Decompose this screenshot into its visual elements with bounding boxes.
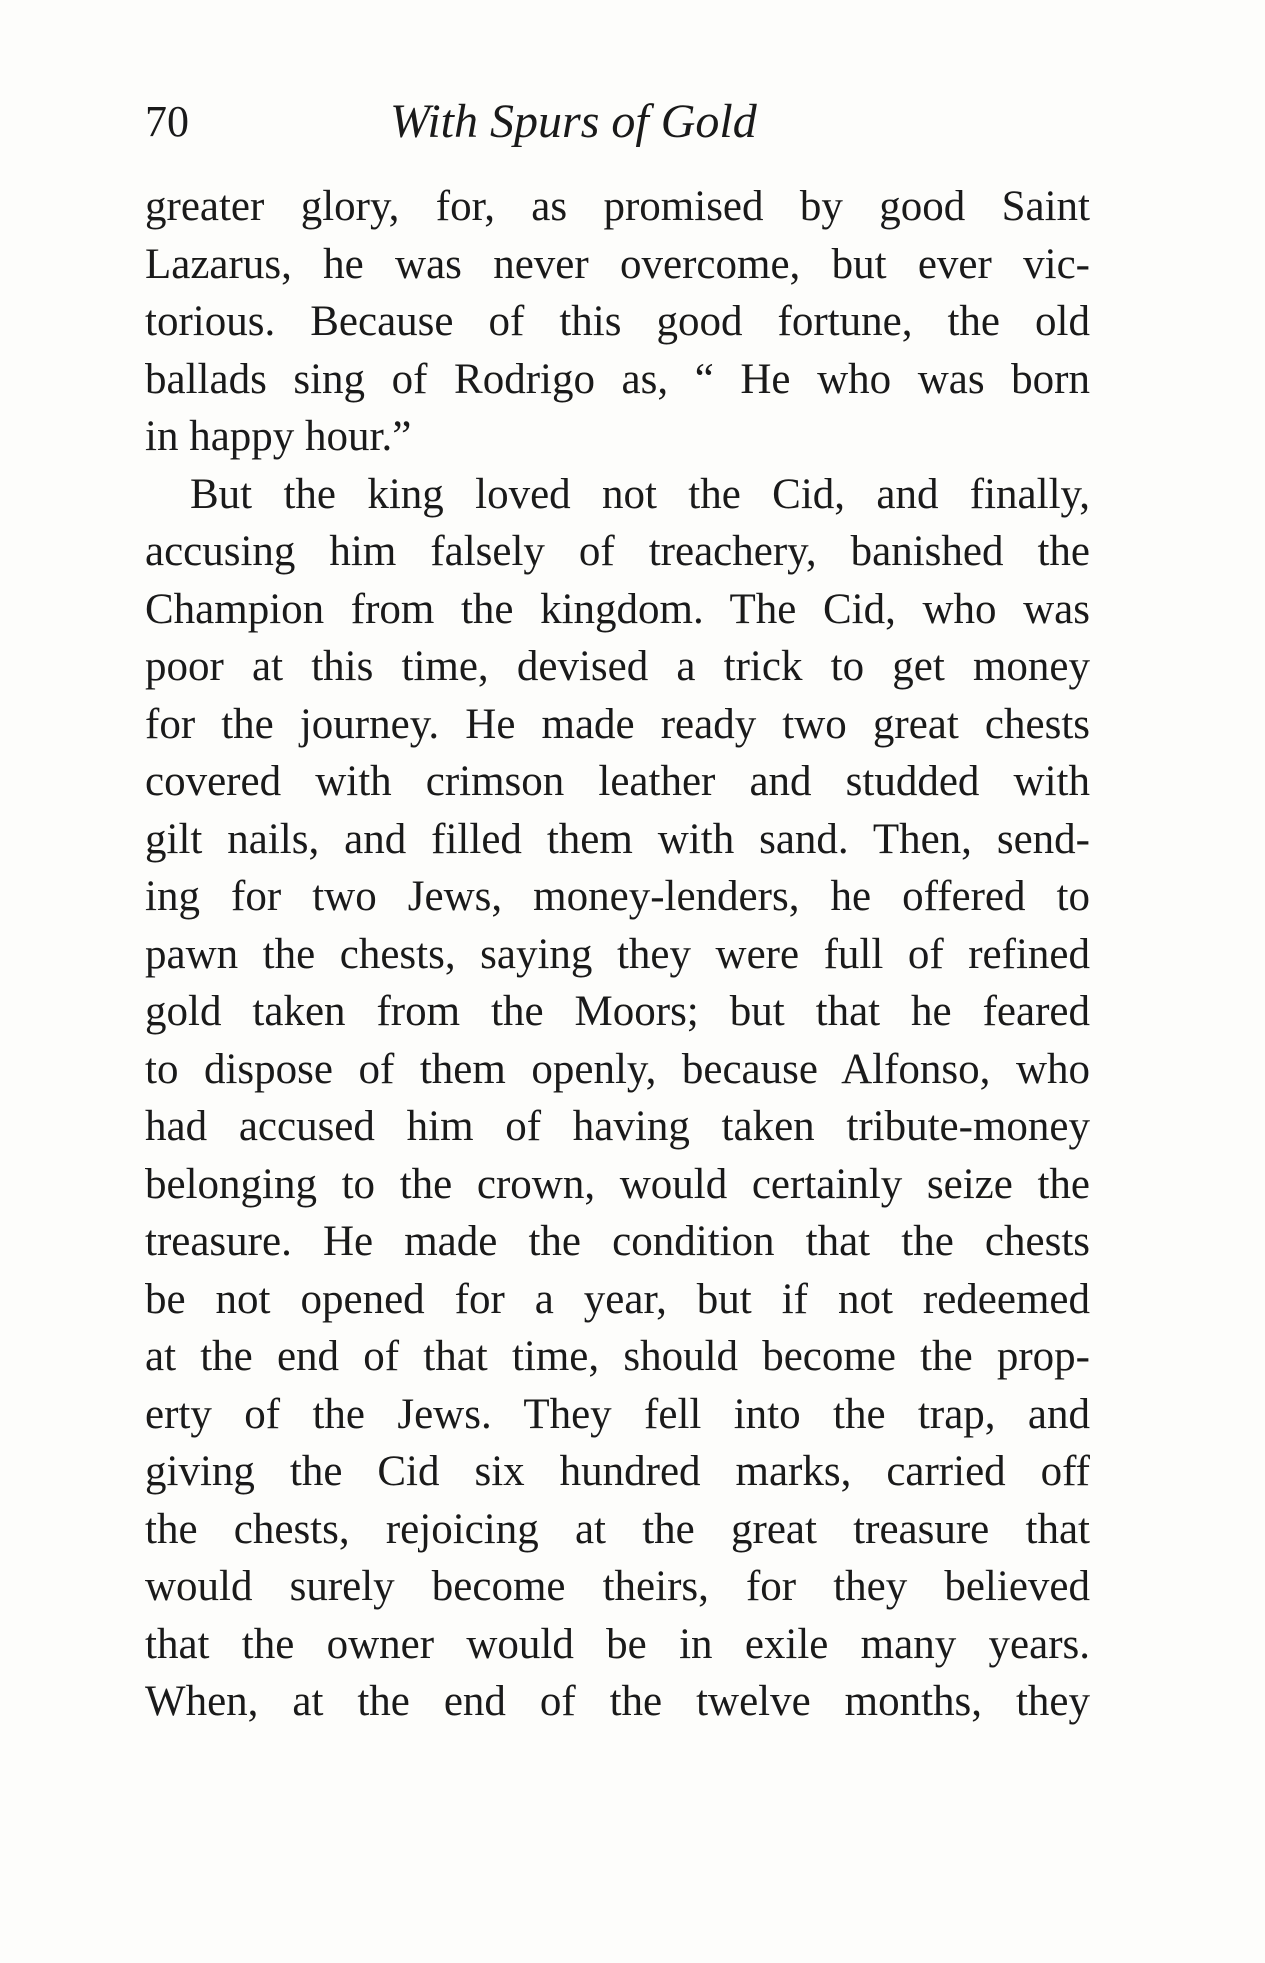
text-line: poor at this time, devised a trick to get money	[145, 643, 1090, 690]
text-line: torious. Because of this good fortune, the old	[145, 298, 1090, 345]
text-line: ballads sing of Rodrigo as, “ He who was born	[145, 355, 1090, 403]
page-number: 70	[145, 97, 189, 146]
text-line: to dispose of them openly, because Alfonso, who	[145, 1045, 1090, 1093]
text-line: covered with crimson leather and studded with	[145, 758, 1090, 805]
running-title: With Spurs of Gold	[390, 95, 757, 148]
text-line: gilt nails, and filled them with sand. Then, send-	[145, 815, 1090, 863]
text-line: for the journey. He made ready two great chests	[145, 700, 1090, 748]
text-line: gold taken from the Moors; but that he feared	[145, 988, 1090, 1035]
text-line: that the owner would be in exile many years.	[145, 1620, 1090, 1668]
text-line: in happy hour.”	[145, 413, 412, 460]
text-line: Lazarus, he was never overcome, but ever vic-	[145, 240, 1090, 288]
text-line: greater glory, for, as promised by good Saint	[145, 183, 1090, 230]
text-line: accusing him falsely of treachery, banished the	[145, 528, 1090, 575]
text-line: be not opened for a year, but if not redeemed	[145, 1275, 1090, 1323]
text-line: belonging to the crown, would certainly seize the	[145, 1160, 1090, 1208]
text-line: pawn the chests, saying they were full of refined	[145, 930, 1090, 978]
text-line: ing for two Jews, money-lenders, he offered to	[145, 873, 1090, 920]
text-line: When, at the end of the twelve months, they	[145, 1678, 1090, 1725]
text-line: would surely become theirs, for they believed	[145, 1563, 1090, 1610]
text-line: giving the Cid six hundred marks, carried off	[145, 1448, 1090, 1495]
text-line: at the end of that time, should become the prop-	[145, 1333, 1090, 1380]
text-line: had accused him of having taken tribute-money	[145, 1103, 1090, 1150]
text-line: Champion from the kingdom. The Cid, who was	[145, 585, 1090, 633]
text-line: But the king loved not the Cid, and finally,	[190, 470, 1090, 518]
body-text	[145, 178, 1090, 1731]
page-header	[145, 92, 1090, 152]
text-line: the chests, rejoicing at the great treasure that	[145, 1505, 1090, 1553]
text-line: erty of the Jews. They fell into the trap, and	[145, 1390, 1090, 1438]
text-line: treasure. He made the condition that the chests	[145, 1218, 1090, 1265]
